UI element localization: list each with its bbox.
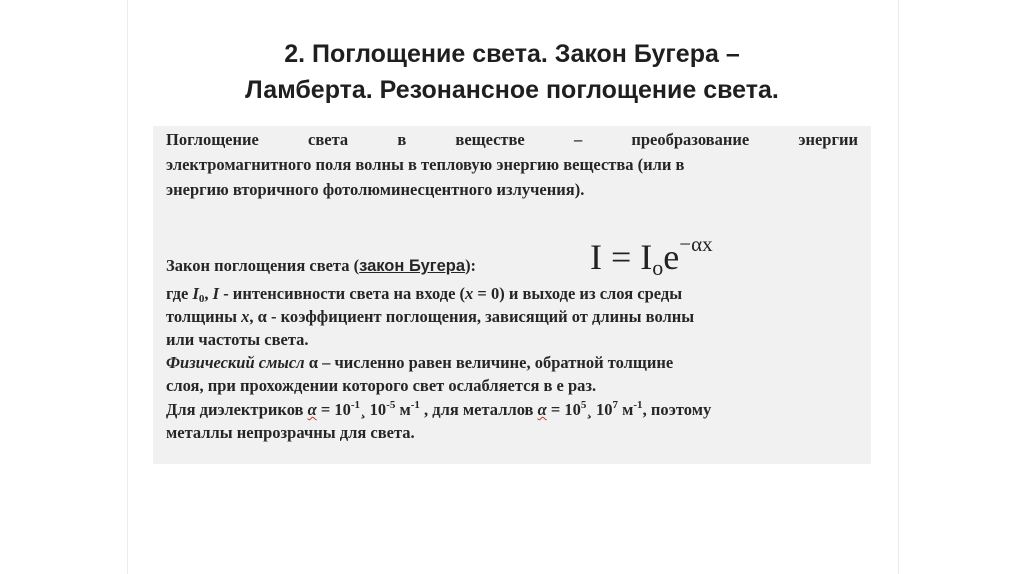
bouguer-formula: $I = I_oe^{-\alpha x}$	[590, 232, 713, 280]
content-text-box	[153, 126, 871, 464]
slide-title-line-1: 2. Поглощение света. Закон Бугера –	[284, 40, 740, 68]
where-line-3: или частоты света.	[166, 330, 309, 349]
values-line-2: металлы непрозрачны для света.	[166, 423, 415, 442]
definition-line-2: электромагнитного поля волны в тепловую энергию вещества (или в	[166, 155, 685, 174]
law-name: закон Бугера	[359, 257, 466, 275]
slide-title-line-2: Ламберта. Резонансное поглощение света.	[245, 76, 779, 104]
where-line-1: где $I_0$, I - интенсивности света на входе (x = 0) и выходе из слоя среды	[166, 284, 683, 305]
slide-title	[0, 36, 1024, 108]
law-label: Закон поглощения света (закон Бугера):	[166, 256, 477, 275]
where-line-2: толщины x, α - коэффициент поглощения, зависящий от длины волны	[166, 307, 695, 326]
physical-meaning-line-1: Физический смысл α – численно равен величине, обратной толщине	[166, 353, 674, 372]
values-line-1: Для диэлектриков $\alpha = 10^{-1}¸$ $10^{-5}$ $м^{-1}$ , для металлов $\alpha = 10^5¸$ $10^7$ $м^{-1}$, поэтому	[166, 399, 712, 419]
definition-line-3: энергию вторичного фотолюминесцентного излучения).	[166, 180, 585, 199]
definition-line-1: Поглощение света в веществе – преобразование энергии	[166, 130, 858, 149]
physical-meaning-line-2: слоя, при прохождении которого свет ослабляется в е раз.	[166, 376, 597, 395]
